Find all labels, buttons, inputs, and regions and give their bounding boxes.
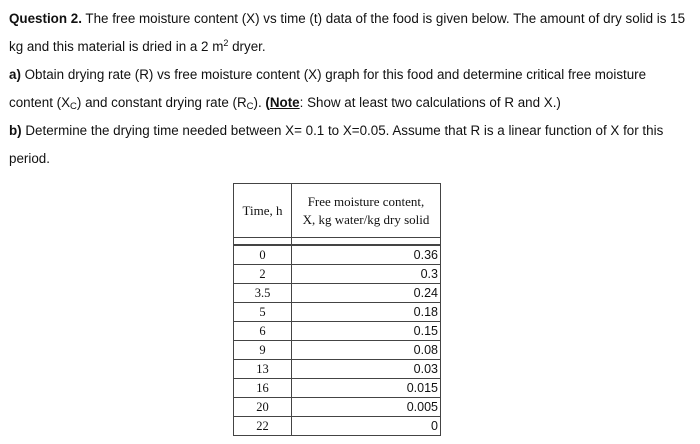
table-row: [234, 360, 441, 379]
table-row: [234, 398, 441, 417]
xc-subscript: C: [70, 101, 77, 112]
part-a-label: a): [9, 67, 21, 82]
table-header-row: [234, 184, 441, 238]
moisture-cell: 0.08: [292, 341, 441, 360]
table-row: [234, 303, 441, 322]
time-cell: 3.5: [234, 284, 292, 303]
part-a-text-2: ) and constant drying rate (R: [76, 95, 247, 110]
time-cell: 0: [234, 245, 292, 265]
rc-subscript: C: [246, 101, 254, 112]
moisture-cell: 0: [292, 417, 441, 436]
note-text: : Show at least two calculations of R and X.): [299, 95, 561, 110]
time-cell: 9: [234, 341, 292, 360]
part-b-label: b): [9, 123, 22, 138]
time-cell: 5: [234, 303, 292, 322]
part-b-text: Determine the drying time needed between X= 0.1 to X=0.05. Assume that R is a linear function of X for this period.: [9, 123, 664, 166]
question-intro: [9, 5, 693, 61]
time-cell: 16: [234, 379, 292, 398]
table-row: [234, 379, 441, 398]
table-row: [234, 284, 441, 303]
time-cell: 2: [234, 265, 292, 284]
header-spacer-row: [234, 238, 441, 246]
time-cell: 20: [234, 398, 292, 417]
moisture-cell: 0.03: [292, 360, 441, 379]
moisture-cell: 0.3: [292, 265, 441, 284]
moisture-cell: 0.24: [292, 284, 441, 303]
time-cell: 13: [234, 360, 292, 379]
moisture-data-table: [233, 183, 441, 436]
time-cell: 6: [234, 322, 292, 341]
question-intro-end: dryer.: [228, 39, 266, 54]
moisture-cell: 0.015: [292, 379, 441, 398]
moisture-cell: 0.15: [292, 322, 441, 341]
table-row: [234, 341, 441, 360]
moisture-cell: 0.18: [292, 303, 441, 322]
moisture-header-line-2: X, kg water/kg dry solid: [302, 211, 430, 227]
table-row: [234, 417, 441, 436]
area-exponent: 2: [223, 38, 229, 48]
question-intro-text: The free moisture content (X) vs time (t) data of the food is given below. The amount of dry solid is 15 kg and this material is dried in a 2 m: [9, 11, 686, 54]
note-open: (: [265, 95, 270, 110]
part-b: [9, 117, 693, 173]
part-a: [9, 61, 693, 121]
part-a-text-3: ).: [253, 95, 266, 110]
question-label: Question 2.: [9, 11, 82, 26]
moisture-cell: 0.36: [292, 245, 441, 265]
moisture-header-line-1: Free moisture content,: [307, 193, 425, 209]
table-row: [234, 245, 441, 265]
moisture-column-header: [292, 184, 441, 238]
table-row: [234, 265, 441, 284]
table-body: [234, 245, 441, 436]
table-row: [234, 322, 441, 341]
part-a-text-1: Obtain drying rate (R) vs free moisture content (X) graph for this food and determine critical free moisture content (X: [9, 67, 647, 110]
note-label: Note: [269, 95, 300, 110]
moisture-cell: 0.005: [292, 398, 441, 417]
time-cell: 22: [234, 417, 292, 436]
time-column-header: Time, h: [234, 184, 292, 238]
